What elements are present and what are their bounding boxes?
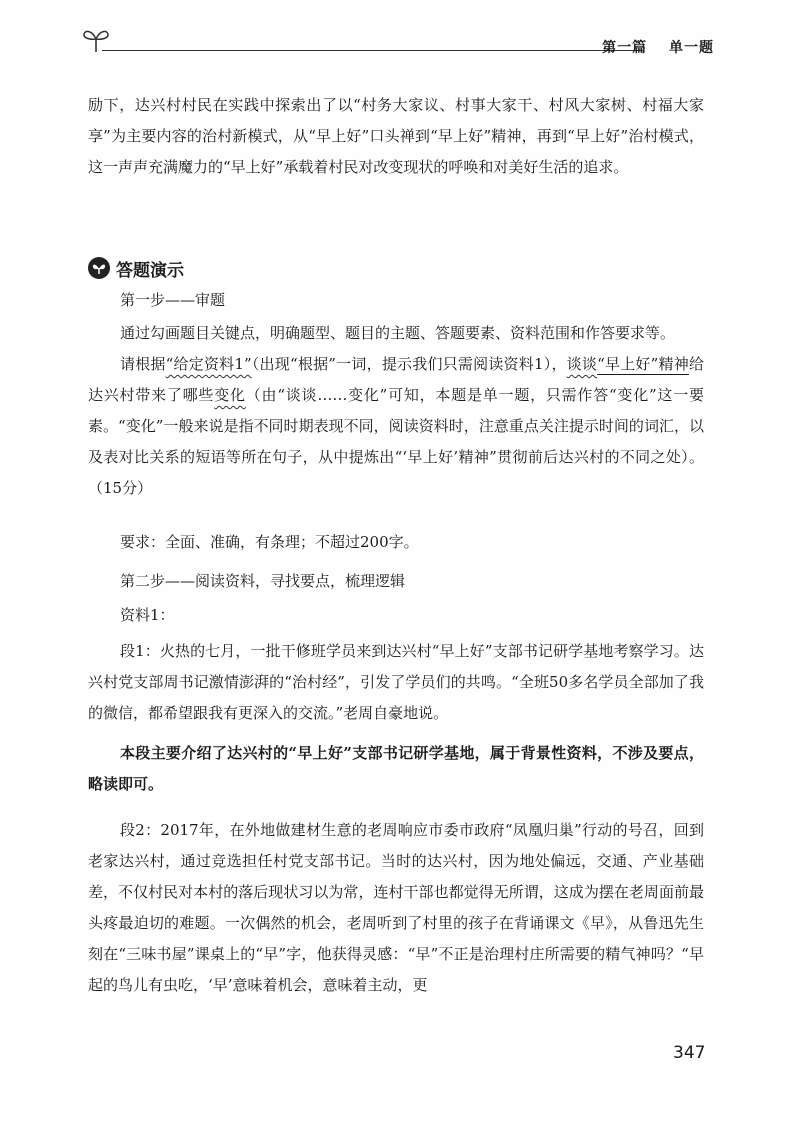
leaf-badge-icon xyxy=(88,257,110,279)
step2-title: 第二步——阅读资料，寻找要点，梳理逻辑 xyxy=(120,572,406,590)
analysis-paragraph-1: 本段主要介绍了达兴村的“早上好”支部书记研学基地，属于背景性资料，不涉及要点，略读即可。 xyxy=(88,744,704,793)
q-subject: “早上好” xyxy=(597,355,659,373)
step1-intro: 通过勾画题目关键点，明确题型、题目的主题、答题要素、资料范围和作答要求等。 xyxy=(120,324,676,342)
q-material: “给定资料1” xyxy=(165,355,252,373)
q-verb: 谈谈 xyxy=(566,355,598,373)
material-paragraph-2: 段2：2017年，在外地做建材生意的老周响应市委市政府“凤凰归巢”行动的号召，回到老家达兴村，通过竞选担任村党支部书记。当时的达兴村，因为地处偏远，交通、产业基础差，不仅村民对本村的落后现状习以为常，连村干部也都觉得无所谓，这成为摆在老周面前最头疼最迫切的难题。一次偶然的机会，老周听到了村里的孩子在背诵课文《早》，从鲁迅先生刻在“三味书屋”课桌上的“早”字，他获得灵感：“早”不正是治理村庄所需要的精气神吗？“早起的鸟儿有虫吃，‘早’意味着机会，意味着主动，更 xyxy=(88,821,704,994)
material-paragraph-1: 段1：火热的七月，一批干修班学员来到达兴村“早上好”支部书记研学基地考察学习。达兴村党支部周书记激情澎湃的“治村经”，引发了学员们的共鸣。“全班50多名学员全部加了我的微信，都希望跟我有更深入的交流。”老周自豪地说。 xyxy=(88,642,704,722)
part-label: 第一篇 xyxy=(602,40,648,56)
step1-title: 第一步——审题 xyxy=(120,291,226,309)
intro-paragraph: 励下，达兴村村民在实践中探索出了以“村务大家议、村事大家干、村风大家树、村福大家享”为主要内容的治村新模式，从“早上好”口头禅到“早上好”精神，再到“早上好”治村模式，这一声声充满魔力的“早上好”承载着村民对改变现状的呼唤和对美好生活的追求。 xyxy=(88,96,704,176)
q-note: （出现“根据”一词，提示我们只需阅读资料1）， xyxy=(251,355,567,373)
header-rule xyxy=(102,50,642,51)
q-mid: 给达兴村带来了哪些 xyxy=(88,355,704,404)
running-title xyxy=(602,37,714,57)
question-paragraph xyxy=(88,349,704,504)
material-label: 资料1： xyxy=(120,606,175,624)
running-header xyxy=(82,22,718,62)
page-number: 347 xyxy=(673,1043,706,1063)
requirement: 要求：全面、准确，有条理；不超过200字。 xyxy=(120,533,419,551)
q-ask: 请根据 xyxy=(120,355,166,373)
chapter-label: 单一题 xyxy=(669,40,714,56)
q-change: 变化 xyxy=(214,386,246,404)
q-subject-2: 精神 xyxy=(658,355,689,373)
q-rest: （由“谈谈……变化”可知，本题是单一题，只需作答“变化”这一要素。“变化”一般来说是指不同时期表现不同，阅读资料时，注意重点关注提示时间的词汇，以及表对比关系的短语等所在句子，从中提炼出“‘早上好’精神”贯彻前后达兴村的不同之处）。（15分） xyxy=(88,386,704,497)
section-title: 答题演示 xyxy=(116,260,184,281)
section-heading xyxy=(88,256,184,280)
